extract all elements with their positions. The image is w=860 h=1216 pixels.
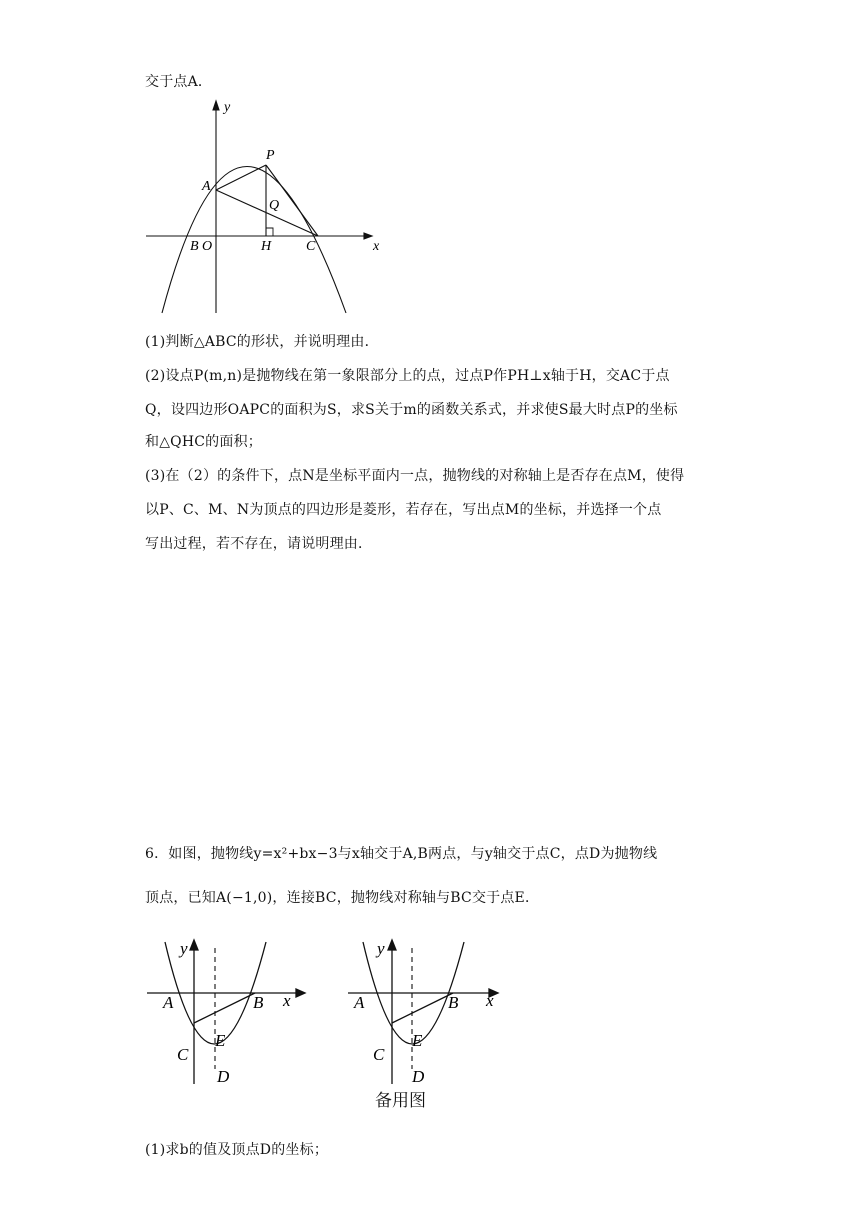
label-E: E [215,1031,226,1050]
segment-BC [194,993,255,1023]
y-axis-arrow [388,940,396,950]
x-axis-arrow [296,989,305,997]
label-x: x [486,991,494,1010]
label-C: C [373,1045,385,1064]
x-axis-arrow [364,233,372,239]
label-x: x [373,239,380,254]
label-B: B [190,239,199,254]
label-D: D [412,1067,425,1086]
problem-6-line1: 6．如图，抛物线y=x²+bx−3与x轴交于A,B两点，与y轴交于点C，点D为抛物线 [145,846,658,862]
label-A: A [163,993,174,1012]
segment-AC [216,190,318,236]
label-y: y [180,939,188,958]
label-A: A [202,179,211,194]
label-P: P [266,148,275,163]
right-angle-mark [266,228,273,236]
question-5-3-line2: 以P、C、M、N为顶点的四边形是菱形，若存在，写出点M的坐标，并选择一个点 [145,502,662,518]
segment-AP [216,165,266,190]
label-E: E [412,1031,423,1050]
label-y: y [224,100,231,115]
label-C: C [306,239,316,254]
intro-line: 交于点A． [145,74,213,90]
label-H: H [261,239,272,254]
label-C: C [177,1045,189,1064]
figure-parabola-triangle [140,95,400,315]
question-5-1: (1)判断△ABC的形状，并说明理由． [145,334,379,350]
segment-BC [392,993,453,1023]
label-A: A [354,993,365,1012]
question-5-3-line3: 写出过程，若不存在，请说明理由． [145,536,373,552]
y-axis-arrow [190,940,198,950]
question-5-2-line1: (2)设点P(m,n)是抛物线在第一象限部分上的点，过点P作PH⊥x轴于H，交AC于点 [145,368,670,384]
figure-6-backup [344,936,514,1086]
label-y: y [377,939,385,958]
label-B: B [253,993,264,1012]
question-5-3-line1: (3)在（2）的条件下，点N是坐标平面内一点，抛物线的对称轴上是否存在点M，使得 [145,468,685,484]
label-D: D [217,1067,230,1086]
label-Q: Q [269,198,280,213]
label-O: O [202,239,213,254]
y-axis-arrow [213,101,219,110]
question-5-2-line3: 和△QHC的面积； [145,434,262,450]
figure-6-main [143,936,313,1086]
question-5-2-line2: Q，设四边形OAPC的面积为S，求S关于m的函数关系式，并求使S最大时点P的坐标 [145,402,678,418]
label-x: x [283,991,291,1010]
problem-6-question-1: (1)求b的值及顶点D的坐标； [145,1142,329,1158]
backup-figure-caption: 备用图 [375,1091,426,1111]
problem-6-line2: 顶点，已知A(−1,0)，连接BC，抛物线对称轴与BC交于点E． [145,890,540,906]
label-B: B [448,993,459,1012]
